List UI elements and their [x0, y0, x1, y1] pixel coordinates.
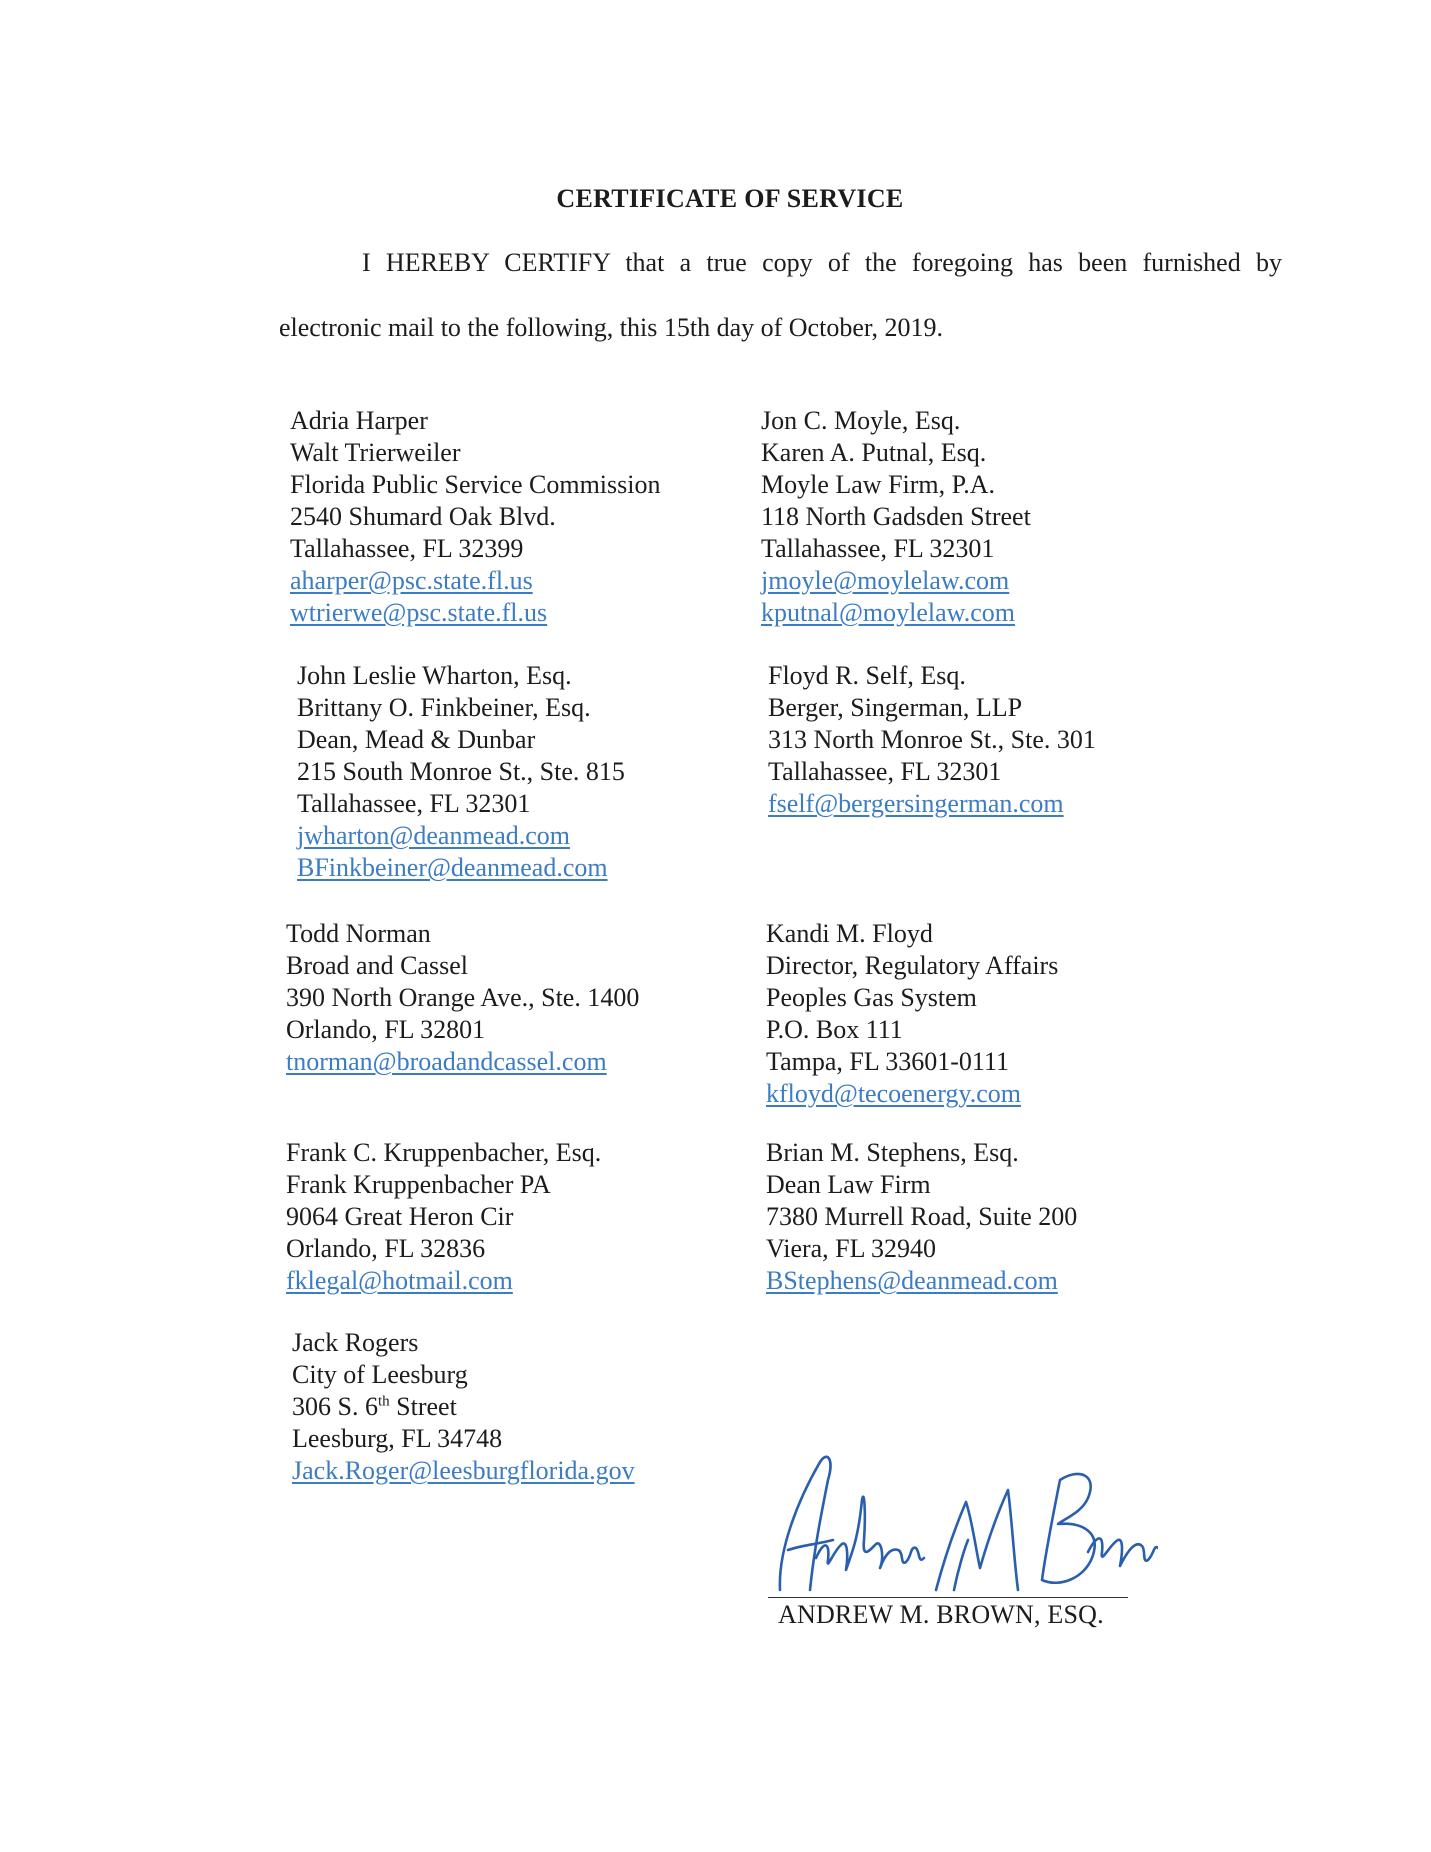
- street-name: Street: [389, 1392, 457, 1421]
- recipient-line: John Leslie Wharton, Esq.: [297, 661, 572, 690]
- email-link[interactable]: fself@bergersingerman.com: [768, 789, 1064, 818]
- recipient-line: Director, Regulatory Affairs: [766, 951, 1059, 980]
- email-link[interactable]: aharper@psc.state.fl.us: [290, 566, 533, 595]
- recipient-line: Dean Law Firm: [766, 1170, 931, 1199]
- email-link[interactable]: jmoyle@moylelaw.com: [761, 566, 1010, 595]
- recipient-line: Orlando, FL 32836: [286, 1234, 486, 1263]
- recipient-line: Jon C. Moyle, Esq.: [761, 406, 961, 435]
- recipient-line: 7380 Murrell Road, Suite 200: [766, 1202, 1078, 1231]
- recipient-block: [290, 405, 661, 629]
- handwritten-signature: [758, 1440, 1158, 1620]
- email-link[interactable]: kfloyd@tecoenergy.com: [766, 1079, 1021, 1108]
- recipient-line: Walt Trierweiler: [290, 438, 461, 467]
- signature-line: [768, 1597, 1128, 1598]
- email-link[interactable]: BStephens@deanmead.com: [766, 1266, 1058, 1295]
- recipient-line: Florida Public Service Commission: [290, 470, 661, 499]
- recipient-line: Frank Kruppenbacher PA: [286, 1170, 551, 1199]
- recipient-line: P.O. Box 111: [766, 1015, 903, 1044]
- email-link[interactable]: BFinkbeiner@deanmead.com: [297, 853, 608, 882]
- recipient-line: City of Leesburg: [292, 1360, 468, 1389]
- recipient-block: [292, 1327, 635, 1487]
- email-link[interactable]: kputnal@moylelaw.com: [761, 598, 1016, 627]
- recipient-line: Frank C. Kruppenbacher, Esq.: [286, 1138, 602, 1167]
- recipient-line: 2540 Shumard Oak Blvd.: [290, 502, 556, 531]
- recipient-line: Moyle Law Firm, P.A.: [761, 470, 995, 499]
- recipient-block: [761, 405, 1031, 629]
- street-ordinal-suffix: th: [377, 1393, 390, 1410]
- recipient-line: 215 South Monroe St., Ste. 815: [297, 757, 625, 786]
- email-link[interactable]: fklegal@hotmail.com: [286, 1266, 513, 1295]
- email-link[interactable]: tnorman@broadandcassel.com: [286, 1047, 607, 1076]
- recipient-block: [286, 1137, 601, 1297]
- recipient-block: [766, 918, 1058, 1110]
- recipient-line: Kandi M. Floyd: [766, 919, 933, 948]
- recipient-block: [768, 660, 1096, 820]
- recipient-line: Tallahassee, FL 32399: [290, 534, 524, 563]
- recipient-line: 9064 Great Heron Cir: [286, 1202, 514, 1231]
- recipient-line: Leesburg, FL 34748: [292, 1424, 503, 1453]
- street-number: 306 S. 6: [292, 1392, 378, 1421]
- email-link[interactable]: jwharton@deanmead.com: [297, 821, 571, 850]
- recipient-line: Brian M. Stephens, Esq.: [766, 1138, 1019, 1167]
- recipient-line: Tallahassee, FL 32301: [761, 534, 995, 563]
- email-link[interactable]: Jack.Roger@leesburgflorida.gov: [292, 1456, 635, 1485]
- recipient-line: Brittany O. Finkbeiner, Esq.: [297, 693, 591, 722]
- recipient-line: Karen A. Putnal, Esq.: [761, 438, 987, 467]
- recipient-line: Adria Harper: [290, 406, 428, 435]
- recipient-block: [766, 1137, 1077, 1297]
- page-title: CERTIFICATE OF SERVICE: [556, 184, 904, 213]
- recipient-line: Tallahassee, FL 32301: [768, 757, 1002, 786]
- recipient-line: Broad and Cassel: [286, 951, 468, 980]
- recipient-line: Dean, Mead & Dunbar: [297, 725, 536, 754]
- recipient-line: Tallahassee, FL 32301: [297, 789, 531, 818]
- signatory-name: ANDREW M. BROWN, ESQ.: [778, 1600, 1104, 1629]
- recipient-line: 313 North Monroe St., Ste. 301: [768, 725, 1096, 754]
- recipient-line: Floyd R. Self, Esq.: [768, 661, 966, 690]
- recipient-line: Tampa, FL 33601-0111: [766, 1047, 1009, 1076]
- certification-line-2: electronic mail to the following, this 15th day of October, 2019.: [279, 313, 943, 342]
- recipient-line: Todd Norman: [286, 919, 431, 948]
- recipient-block: [286, 918, 639, 1078]
- recipient-line: Peoples Gas System: [766, 983, 977, 1012]
- recipient-line: Jack Rogers: [292, 1328, 419, 1357]
- recipient-block: [297, 660, 625, 884]
- certification-line-1: I HEREBY CERTIFY that a true copy of the foregoing has been furnished by: [362, 248, 1282, 277]
- recipient-line: Orlando, FL 32801: [286, 1015, 486, 1044]
- recipient-street-line: [292, 1391, 635, 1423]
- recipient-line: Viera, FL 32940: [766, 1234, 937, 1263]
- recipient-line: Berger, Singerman, LLP: [768, 693, 1023, 722]
- recipient-line: 118 North Gadsden Street: [761, 502, 1031, 531]
- recipient-line: 390 North Orange Ave., Ste. 1400: [286, 983, 640, 1012]
- email-link[interactable]: wtrierwe@psc.state.fl.us: [290, 598, 548, 627]
